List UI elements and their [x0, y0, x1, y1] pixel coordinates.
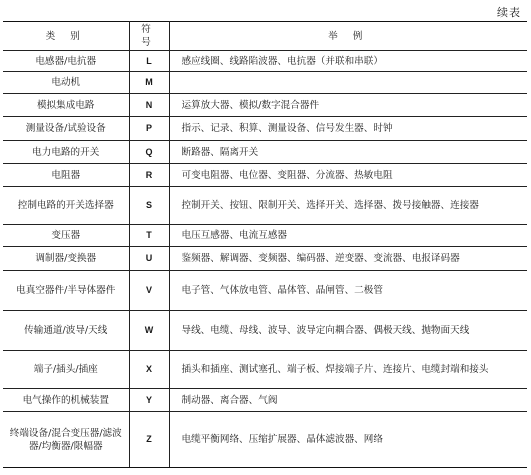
examples-cell: 导线、电缆、母线、波导、波导定向耦合器、偶极天线、抛物面天线	[169, 311, 527, 351]
category-cell: 电阻器	[3, 164, 129, 187]
examples-cell: 电缆平衡网络、压缩扩展器、晶体滤波器、网络	[169, 412, 527, 468]
category-cell: 传输通道/波导/天线	[3, 311, 129, 351]
code-cell: M	[129, 72, 169, 94]
category-cell: 控制电路的开关选择器	[3, 187, 129, 225]
category-cell: 电气操作的机械装置	[3, 389, 129, 412]
code-cell: X	[129, 351, 169, 389]
code-cell: R	[129, 164, 169, 187]
table-row	[3, 164, 527, 187]
table-header-row	[3, 22, 527, 51]
table-row	[3, 351, 527, 389]
category-cell: 端子/插头/插座	[3, 351, 129, 389]
examples-cell: 制动器、离合器、气阀	[169, 389, 527, 412]
device-code-table	[3, 21, 527, 468]
code-cell: S	[129, 187, 169, 225]
category-cell: 调制器/变换器	[3, 247, 129, 271]
category-cell: 电力电路的开关	[3, 141, 129, 164]
examples-cell: 断路器、隔离开关	[169, 141, 527, 164]
code-cell: L	[129, 51, 169, 72]
table-row	[3, 117, 527, 141]
code-cell: N	[129, 94, 169, 117]
examples-cell	[169, 72, 527, 94]
code-cell: U	[129, 247, 169, 271]
examples-cell: 电压互感器、电流互感器	[169, 225, 527, 247]
header-code: 符 号	[129, 22, 169, 51]
examples-cell: 电子管、气体放电管、晶体管、晶闸管、二极管	[169, 271, 527, 311]
header-category: 类 别	[3, 22, 129, 51]
table-row	[3, 389, 527, 412]
category-cell: 电感器/电抗器	[3, 51, 129, 72]
examples-cell: 插头和插座、测试塞孔、端子板、焊接端子片、连接片、电缆封端和接头	[169, 351, 527, 389]
category-cell: 测量设备/试验设备	[3, 117, 129, 141]
code-cell: Q	[129, 141, 169, 164]
examples-cell: 运算放大器、模拟/数字混合器件	[169, 94, 527, 117]
code-cell: P	[129, 117, 169, 141]
code-cell: W	[129, 311, 169, 351]
table-row	[3, 72, 527, 94]
table-row	[3, 247, 527, 271]
code-cell: Z	[129, 412, 169, 468]
examples-cell: 可变电阻器、电位器、变阻器、分流器、热敏电阻	[169, 164, 527, 187]
category-cell: 电动机	[3, 72, 129, 94]
category-cell: 变压器	[3, 225, 129, 247]
code-cell: V	[129, 271, 169, 311]
table-row	[3, 225, 527, 247]
examples-cell: 指示、记录、积算、测量设备、信号发生器、时钟	[169, 117, 527, 141]
category-cell: 模拟集成电路	[3, 94, 129, 117]
table-row	[3, 187, 527, 225]
category-cell: 电真空器件/半导体器件	[3, 271, 129, 311]
table-row	[3, 271, 527, 311]
code-cell: T	[129, 225, 169, 247]
examples-cell: 鉴频器、解调器、变频器、编码器、逆变器、变流器、电报译码器	[169, 247, 527, 271]
header-examples: 举 例	[169, 22, 527, 51]
table-row	[3, 94, 527, 117]
table-row	[3, 141, 527, 164]
examples-cell: 控制开关、按钮、限制开关、选择开关、选择器、拨号接触器、连接器	[169, 187, 527, 225]
table-row	[3, 51, 527, 72]
code-cell: Y	[129, 389, 169, 412]
table-row	[3, 311, 527, 351]
category-cell: 终端设备/混合变压器/滤波器/均衡器/限幅器	[3, 412, 129, 468]
examples-cell: 感应线圈、线路陷波器、电抗器（并联和串联）	[169, 51, 527, 72]
continued-label: 续表	[497, 6, 521, 19]
table-row	[3, 412, 527, 468]
